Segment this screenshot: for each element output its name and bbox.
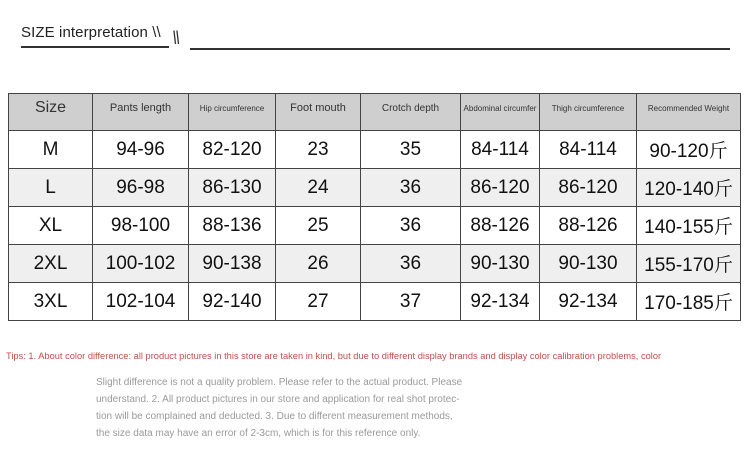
- header-pants-length: Pants length: [93, 94, 189, 131]
- section-header: [0, 0, 750, 60]
- cell-thigh: 86-120: [540, 169, 637, 207]
- cell-hip: 88-136: [189, 207, 276, 245]
- cell-thigh: 90-130: [540, 245, 637, 283]
- cell-pants-length: 102-104: [93, 283, 189, 321]
- decorative-slashes: \\: [172, 28, 179, 48]
- table-row: [9, 131, 741, 169]
- cell-abdominal: 92-134: [461, 283, 540, 321]
- header-divider: [190, 48, 730, 50]
- cell-weight: 170-185斤: [637, 283, 741, 321]
- table-header-row: [9, 94, 741, 131]
- tips-first-line: Tips: 1. About color difference: all product pictures in this store are taken in kind, but due to different display brands and display color calibration problems, color: [6, 351, 662, 361]
- table-row: [9, 283, 741, 321]
- cell-foot-mouth: 24: [276, 169, 361, 207]
- cell-crotch-depth: 36: [361, 207, 461, 245]
- tips-body-line: tion will be complained and deducted. 3. Due to different measurement methods,: [96, 411, 453, 422]
- cell-hip: 90-138: [189, 245, 276, 283]
- tips-body: [96, 374, 506, 442]
- cell-foot-mouth: 26: [276, 245, 361, 283]
- table-row: [9, 245, 741, 283]
- tips-body-line: the size data may have an error of 2-3cm, which is for this reference only.: [96, 428, 421, 439]
- cell-crotch-depth: 36: [361, 245, 461, 283]
- tips-body-line: Slight difference is not a quality problem. Please refer to the actual product. Please: [96, 377, 463, 388]
- cell-size: 2XL: [9, 245, 93, 283]
- cell-thigh: 84-114: [540, 131, 637, 169]
- cell-pants-length: 94-96: [93, 131, 189, 169]
- cell-abdominal: 84-114: [461, 131, 540, 169]
- size-chart-table: [8, 93, 741, 321]
- cell-weight: 90-120斤: [637, 131, 741, 169]
- cell-abdominal: 88-126: [461, 207, 540, 245]
- header-crotch-depth: Crotch depth: [361, 94, 461, 131]
- cell-size: XL: [9, 207, 93, 245]
- cell-weight: 140-155斤: [637, 207, 741, 245]
- header-foot-mouth: Foot mouth: [276, 94, 361, 131]
- cell-size: L: [9, 169, 93, 207]
- header-hip-circumference: Hip circumference: [189, 94, 276, 131]
- title-underline: [21, 46, 169, 48]
- cell-foot-mouth: 23: [276, 131, 361, 169]
- cell-weight: 120-140斤: [637, 169, 741, 207]
- cell-size: 3XL: [9, 283, 93, 321]
- cell-thigh: 88-126: [540, 207, 637, 245]
- table-row: [9, 169, 741, 207]
- cell-pants-length: 100-102: [93, 245, 189, 283]
- cell-crotch-depth: 35: [361, 131, 461, 169]
- cell-size: M: [9, 131, 93, 169]
- section-title: SIZE interpretation \\: [21, 24, 161, 41]
- cell-weight: 155-170斤: [637, 245, 741, 283]
- cell-crotch-depth: 36: [361, 169, 461, 207]
- cell-crotch-depth: 37: [361, 283, 461, 321]
- table-row: [9, 207, 741, 245]
- header-thigh-circumference: Thigh circumference: [540, 94, 637, 131]
- cell-hip: 82-120: [189, 131, 276, 169]
- tips-body-line: understand. 2. All product pictures in our store and application for real shot protec-: [96, 394, 460, 405]
- cell-foot-mouth: 27: [276, 283, 361, 321]
- cell-pants-length: 98-100: [93, 207, 189, 245]
- cell-pants-length: 96-98: [93, 169, 189, 207]
- header-abdominal-circumference: Abdominal circumfer: [461, 94, 540, 131]
- cell-hip: 92-140: [189, 283, 276, 321]
- header-recommended-weight: Recommended Weight: [637, 94, 741, 131]
- header-size: Size: [9, 94, 93, 131]
- cell-thigh: 92-134: [540, 283, 637, 321]
- cell-abdominal: 90-130: [461, 245, 540, 283]
- cell-abdominal: 86-120: [461, 169, 540, 207]
- cell-foot-mouth: 25: [276, 207, 361, 245]
- cell-hip: 86-130: [189, 169, 276, 207]
